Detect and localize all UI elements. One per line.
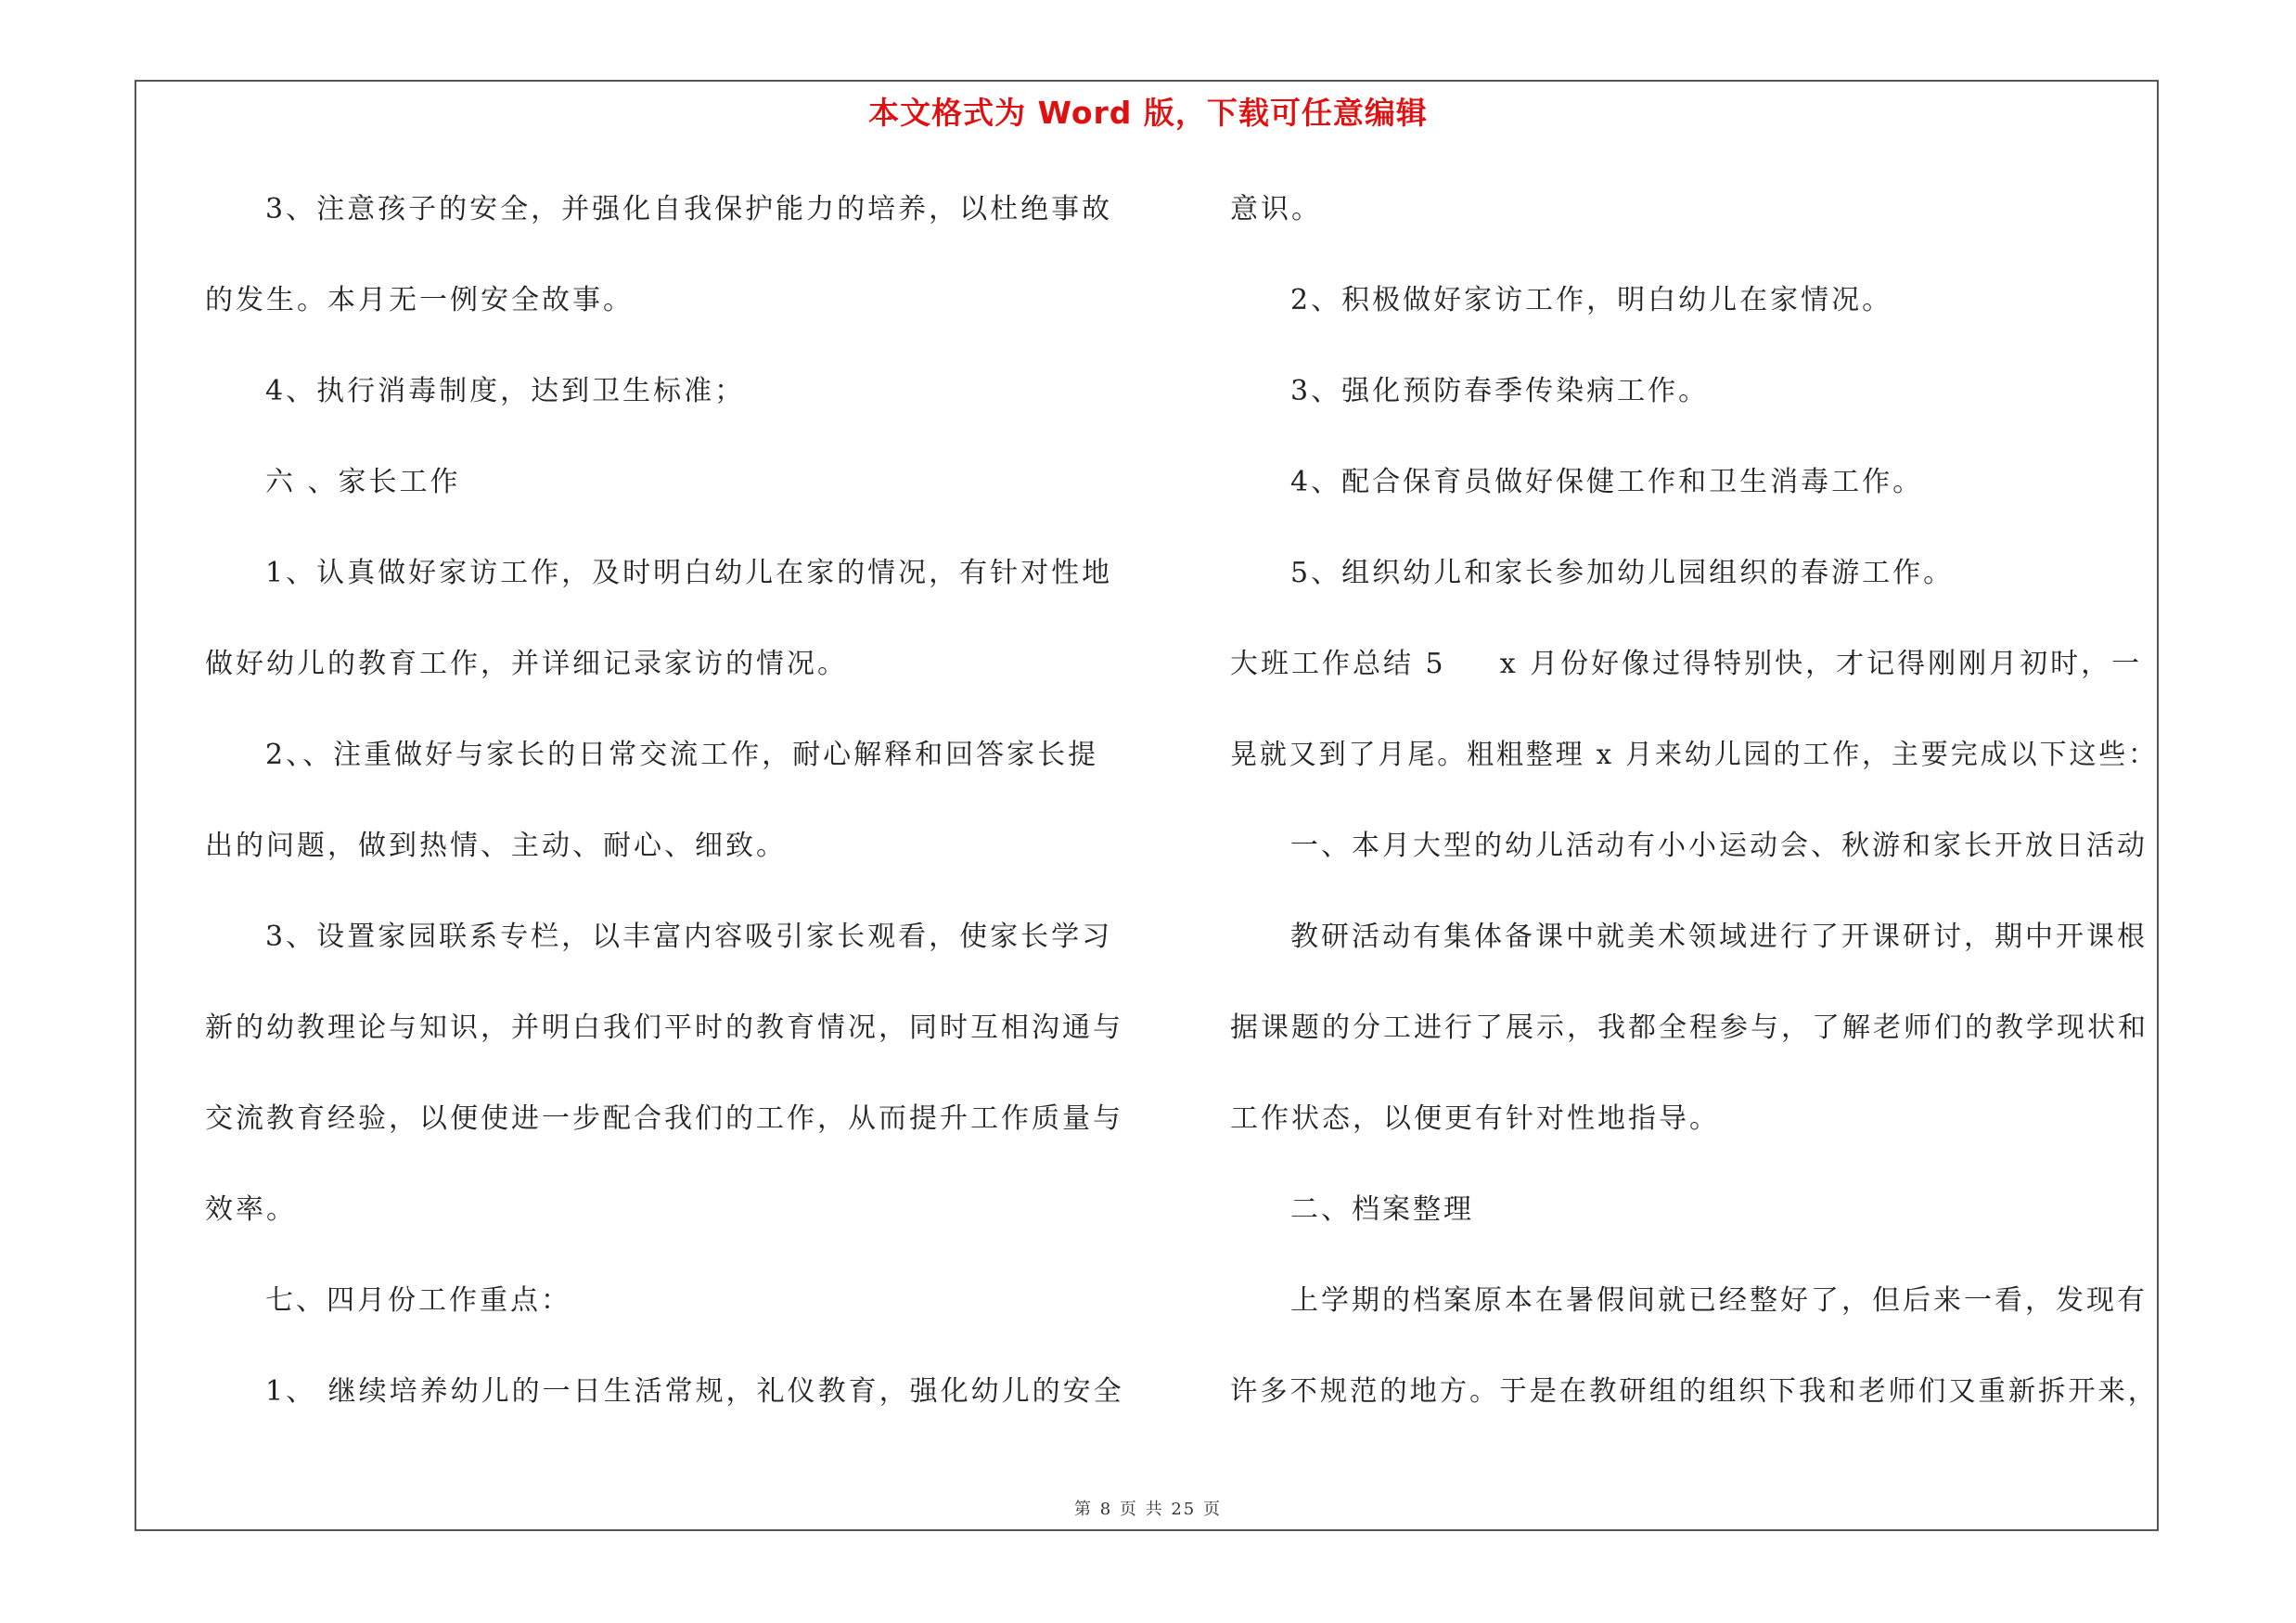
section-heading: 七、四月份工作重点： bbox=[265, 1284, 571, 1317]
paragraph-line: 意识。 bbox=[1230, 193, 1322, 225]
paragraph-line: 效率。 bbox=[205, 1193, 297, 1226]
paragraph-line: 3、注意孩子的安全，并强化自我保护能力的培养，以杜绝事故 bbox=[265, 193, 1113, 225]
paragraph-line: 2、、注重做好与家长的日常交流工作，耐心解释和回答家长提 bbox=[265, 739, 1099, 771]
page-number-footer: 第 8 页 共 25 页 bbox=[1074, 1500, 1222, 1519]
section-heading: 二、档案整理 bbox=[1290, 1193, 1474, 1226]
paragraph-line: 1、 继续培养幼儿的一日生活常规，礼仪教育，强化幼儿的安全 bbox=[265, 1375, 1124, 1408]
paragraph-line: 2、积极做好家访工作，明白幼儿在家情况。 bbox=[1290, 284, 1893, 316]
paragraph-line: 交流教育经验，以便使进一步配合我们的工作，从而提升工作质量与 bbox=[205, 1102, 1123, 1135]
paragraph-line: 一、本月大型的幼儿活动有小小运动会、秋游和家长开放日活动 bbox=[1290, 830, 2148, 862]
paragraph-line: 1、认真做好家访工作，及时明白幼儿在家的情况，有针对性地 bbox=[265, 557, 1113, 589]
paragraph-line: 工作状态，以便更有针对性地指导。 bbox=[1230, 1102, 1720, 1135]
section-heading: 六 、家长工作 bbox=[265, 466, 461, 498]
paragraph-line: 5、组织幼儿和家长参加幼儿园组织的春游工作。 bbox=[1290, 557, 1955, 589]
paragraph-line: 上学期的档案原本在暑假间就已经整好了，但后来一看，发现有 bbox=[1290, 1284, 2148, 1317]
paragraph-line: 3、设置家园联系专栏，以丰富内容吸引家长观看，使家长学习 bbox=[265, 921, 1113, 953]
paragraph-line: 4、配合保育员做好保健工作和卫生消毒工作。 bbox=[1290, 466, 1924, 498]
word-format-banner: 本文格式为 Word 版，下载可任意编辑 bbox=[868, 95, 1428, 131]
paragraph-line: 教研活动有集体备课中就美术领域进行了开课研讨，期中开课根 bbox=[1290, 921, 2148, 953]
paragraph-line: 做好幼儿的教育工作，并详细记录家访的情况。 bbox=[205, 648, 848, 680]
paragraph-line: 3、强化预防春季传染病工作。 bbox=[1290, 375, 1710, 407]
paragraph-line: 新的幼教理论与知识，并明白我们平时的教育情况，同时互相沟通与 bbox=[205, 1011, 1123, 1044]
paragraph-line: 许多不规范的地方。于是在教研组的组织下我和老师们又重新拆开来， bbox=[1230, 1375, 2158, 1408]
paragraph-line: 晃就又到了月尾。粗粗整理 x 月来幼儿园的工作，主要完成以下这些： bbox=[1230, 739, 2158, 771]
paragraph-line: 出的问题，做到热情、主动、耐心、细致。 bbox=[205, 830, 787, 862]
paragraph-line: 的发生。本月无一例安全故事。 bbox=[205, 284, 634, 316]
paragraph-line: 大班工作总结 5 x 月份好像过得特别快，才记得刚刚月初时，一 bbox=[1230, 648, 2143, 680]
paragraph-line: 据课题的分工进行了展示，我都全程参与，了解老师们的教学现状和 bbox=[1230, 1011, 2148, 1044]
paragraph-line: 4、执行消毒制度，达到卫生标准； bbox=[265, 375, 746, 407]
